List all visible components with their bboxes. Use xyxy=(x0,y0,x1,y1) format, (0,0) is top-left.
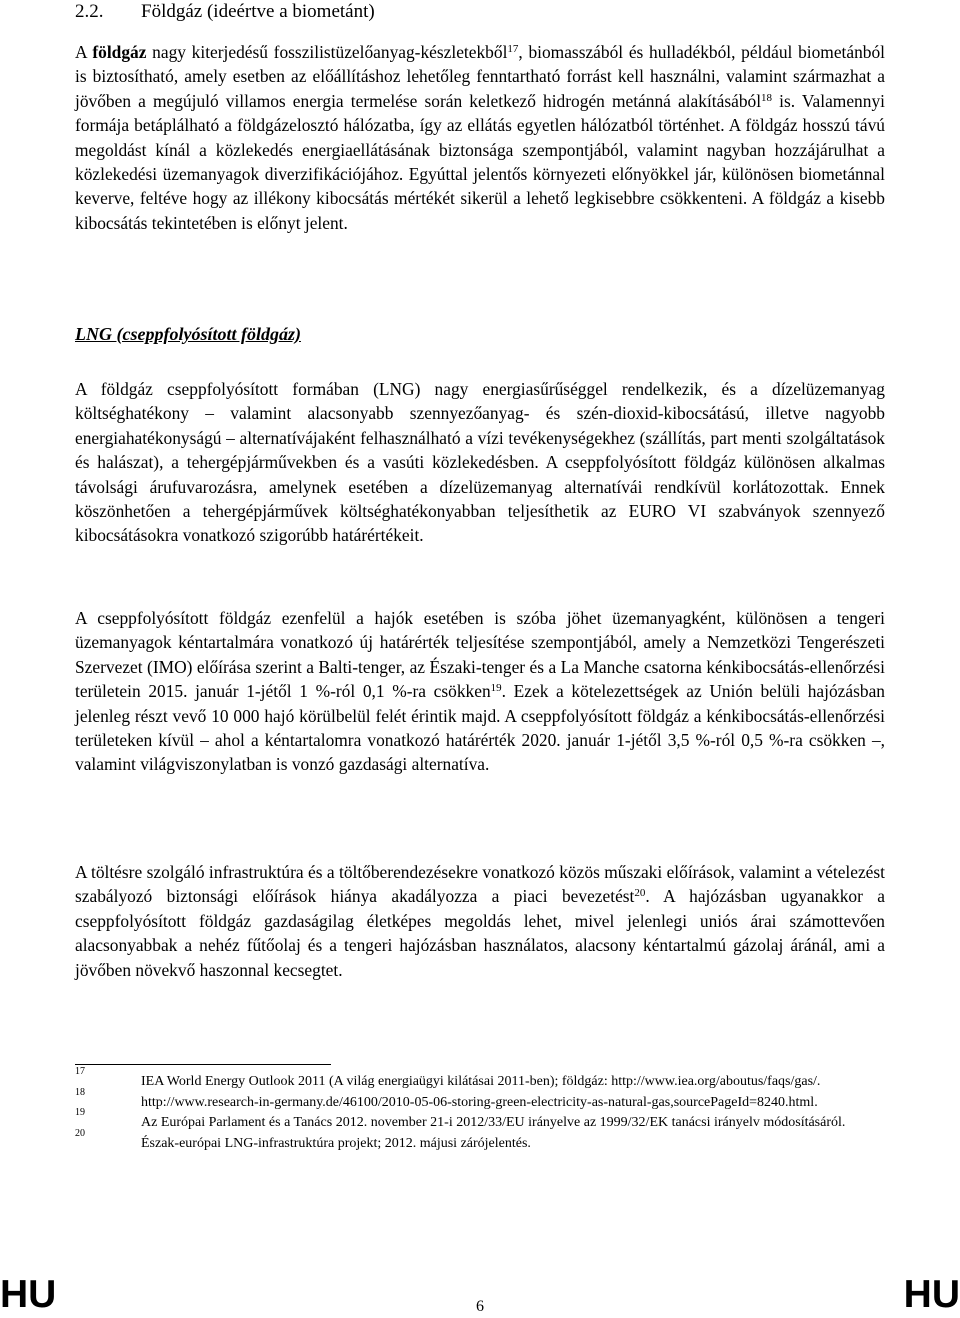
term-natural-gas: földgáz xyxy=(92,42,147,62)
paragraph-text: . Ezek a kötelezettségek az Unión belüli hajózásban jelenleg részt vevő 10 000 hajó körülbelül felét érintik majd. A cseppfolyósított földgáz a kénkibocsátás-ellenőrzési területeken kívül – ahol a kéntartalomra vonatkozó határérték 2020. január 1-jétől 3,5 %-ról 0,5 %-ra csökken –, valamint világviszonylatban is vonzó gazdasági alternatíva. xyxy=(75,681,885,775)
paragraph-text: , biomasszából és hulladékból, például biometánból is biztosítható, amely esetben az előállításhoz lehetőleg fenntartható forrást kell használni, valamint származhat a jövőben a megújuló villamos energia termelése során keletkező hidrogén metánná alakításából xyxy=(75,42,886,111)
paragraph-text: is. Valamennyi formája betáplálható a földgázelosztó hálózatba, így az ellátás egyetlen hálózatból történhet. A földgáz hosszú távú megoldást kínál a közlekedés energiaellátásának biztonsága szempontjából, valamint nagyban hozzájárulhat a közlekedési üzemanyagok diverzifikációjához. Egyúttal jelentős környezeti előnyökkel jár, különösen biometánnal keverve, feltéve hogy az illékony kibocsátás mértékét sikerül a lehető legkisebbre csökkenteni. A földgáz a kisebb kibocsátás tekintetében is előnyt jelent. xyxy=(75,90,885,233)
footnote-number: 20 xyxy=(75,1127,85,1139)
footnote-text: http://www.research-in-germany.de/46100/2010-05-06-storing-green-electricity-as-natural-gas,sourcePageId=8240.html. xyxy=(141,1094,818,1110)
paragraph-text: . A hajózásban ugyanakkor a cseppfolyósított földgáz gazdaságilag életképes megoldás lehet, mivel jelenlegi uniós árai számottevően alacsonyabbak a nehéz fűtőolaj és a tengeri hajózásban használatos, alacsony kéntartalmú gázolaj áránál, ami a jövőben növekvő haszonnal kecsegtet. xyxy=(75,886,885,980)
footnote-18 xyxy=(75,1086,887,1114)
footnote-separator xyxy=(75,1064,331,1065)
footnote-number: 19 xyxy=(75,1107,85,1118)
footnote-text: Az Európai Parlament és a Tanács 2012. november 21-i 2012/33/EU irányelve az 1999/32/EK tanácsi irányelv módosításáról. xyxy=(141,1115,846,1130)
footnote-text: IEA World Energy Outlook 2011 (A világ energiaügyi kilátásai 2011-ben); földgáz: http://www.iea.org/aboutus/faqs/gas/. xyxy=(141,1074,821,1089)
section-title: Földgáz (ideértve a biometánt) xyxy=(141,1,375,22)
language-code-left: HU xyxy=(0,1273,57,1316)
footnote-text: Észak-európai LNG-infrastruktúra projekt; 2012. májusi zárójelentés. xyxy=(141,1135,531,1151)
footnote-number: 18 xyxy=(75,1086,85,1098)
section-number: 2.2. xyxy=(75,1,104,22)
paragraph-text: A töltésre szolgáló infrastruktúra és a töltőberendezésekre vonatkozó közös műszaki előírások, valamint a vételezést szabályozó biztonsági előírások hiánya akadályozza a piaci bevezetést xyxy=(75,862,885,907)
paragraph-natural-gas xyxy=(75,40,885,235)
paragraph-lng-shipping xyxy=(75,606,885,777)
footnote-ref-17: 17 xyxy=(507,42,519,55)
footnote-20 xyxy=(75,1127,887,1155)
page-number: 6 xyxy=(476,1298,484,1315)
paragraph-text: nagy kiterjedésű fosszilistüzelőanyag-készletekből xyxy=(152,42,508,62)
footnote-ref-20: 20 xyxy=(634,887,646,900)
footnote-ref-18: 18 xyxy=(761,91,773,104)
footnote-ref-19: 19 xyxy=(490,682,502,695)
footnote-number: 17 xyxy=(75,1066,85,1077)
paragraph-text: A cseppfolyósított földgáz ezenfelül a hajók esetében is szóba jöhet üzemanyagként, különösen a tengeri üzemanyagok kéntartalmára vonatkozó új határérték teljesítése szempontjából, amely a Nemzetközi Tengerészeti Szervezet (IMO) előírása szerint a Balti-tenger, az Északi-tenger és a La Manche csatorna kénkibocsátás-ellenőrzési területein 2015. január 1-jétől 1 %-ról 0,1 %-ra csökken xyxy=(75,608,885,702)
paragraph-lead: A xyxy=(75,42,87,62)
footnote-17 xyxy=(75,1066,887,1093)
lng-heading: LNG (cseppfolyósított földgáz) xyxy=(75,324,301,344)
section-heading xyxy=(75,0,375,24)
language-code-right: HU xyxy=(903,1273,960,1316)
footnotes xyxy=(75,1066,887,1154)
paragraph-lng-infrastructure xyxy=(75,860,885,982)
footnote-19 xyxy=(75,1107,887,1134)
paragraph-lng-overview: A földgáz cseppfolyósított formában (LNG) nagy energiasűrűséggel rendelkezik, és a dízelüzemanyag költséghatékony – valamint alacsonyabb szennyezőanyag- és szén-dioxid-kibocsátású, illetve nagyobb energiahatékonyságú – alternatívájaként felhasználható a vízi tevékenységekhez (szállítás, part menti szolgáltatások és halászat), a tehergépjárművekben és a vasúti közlekedésben. A cseppfolyósított földgáz különösen alkalmas távolsági árufuvarozásra, amelynek esetében a dízelüzemanyag alternatívái rendkívül korlátozottak. Ennek köszönhetően a tehergépjárművek költséghatékonyabban teljesíthetik az EURO VI szabványok szennyező kibocsátásokra vonatkozó szigorúbb határértékeit. xyxy=(75,379,885,546)
